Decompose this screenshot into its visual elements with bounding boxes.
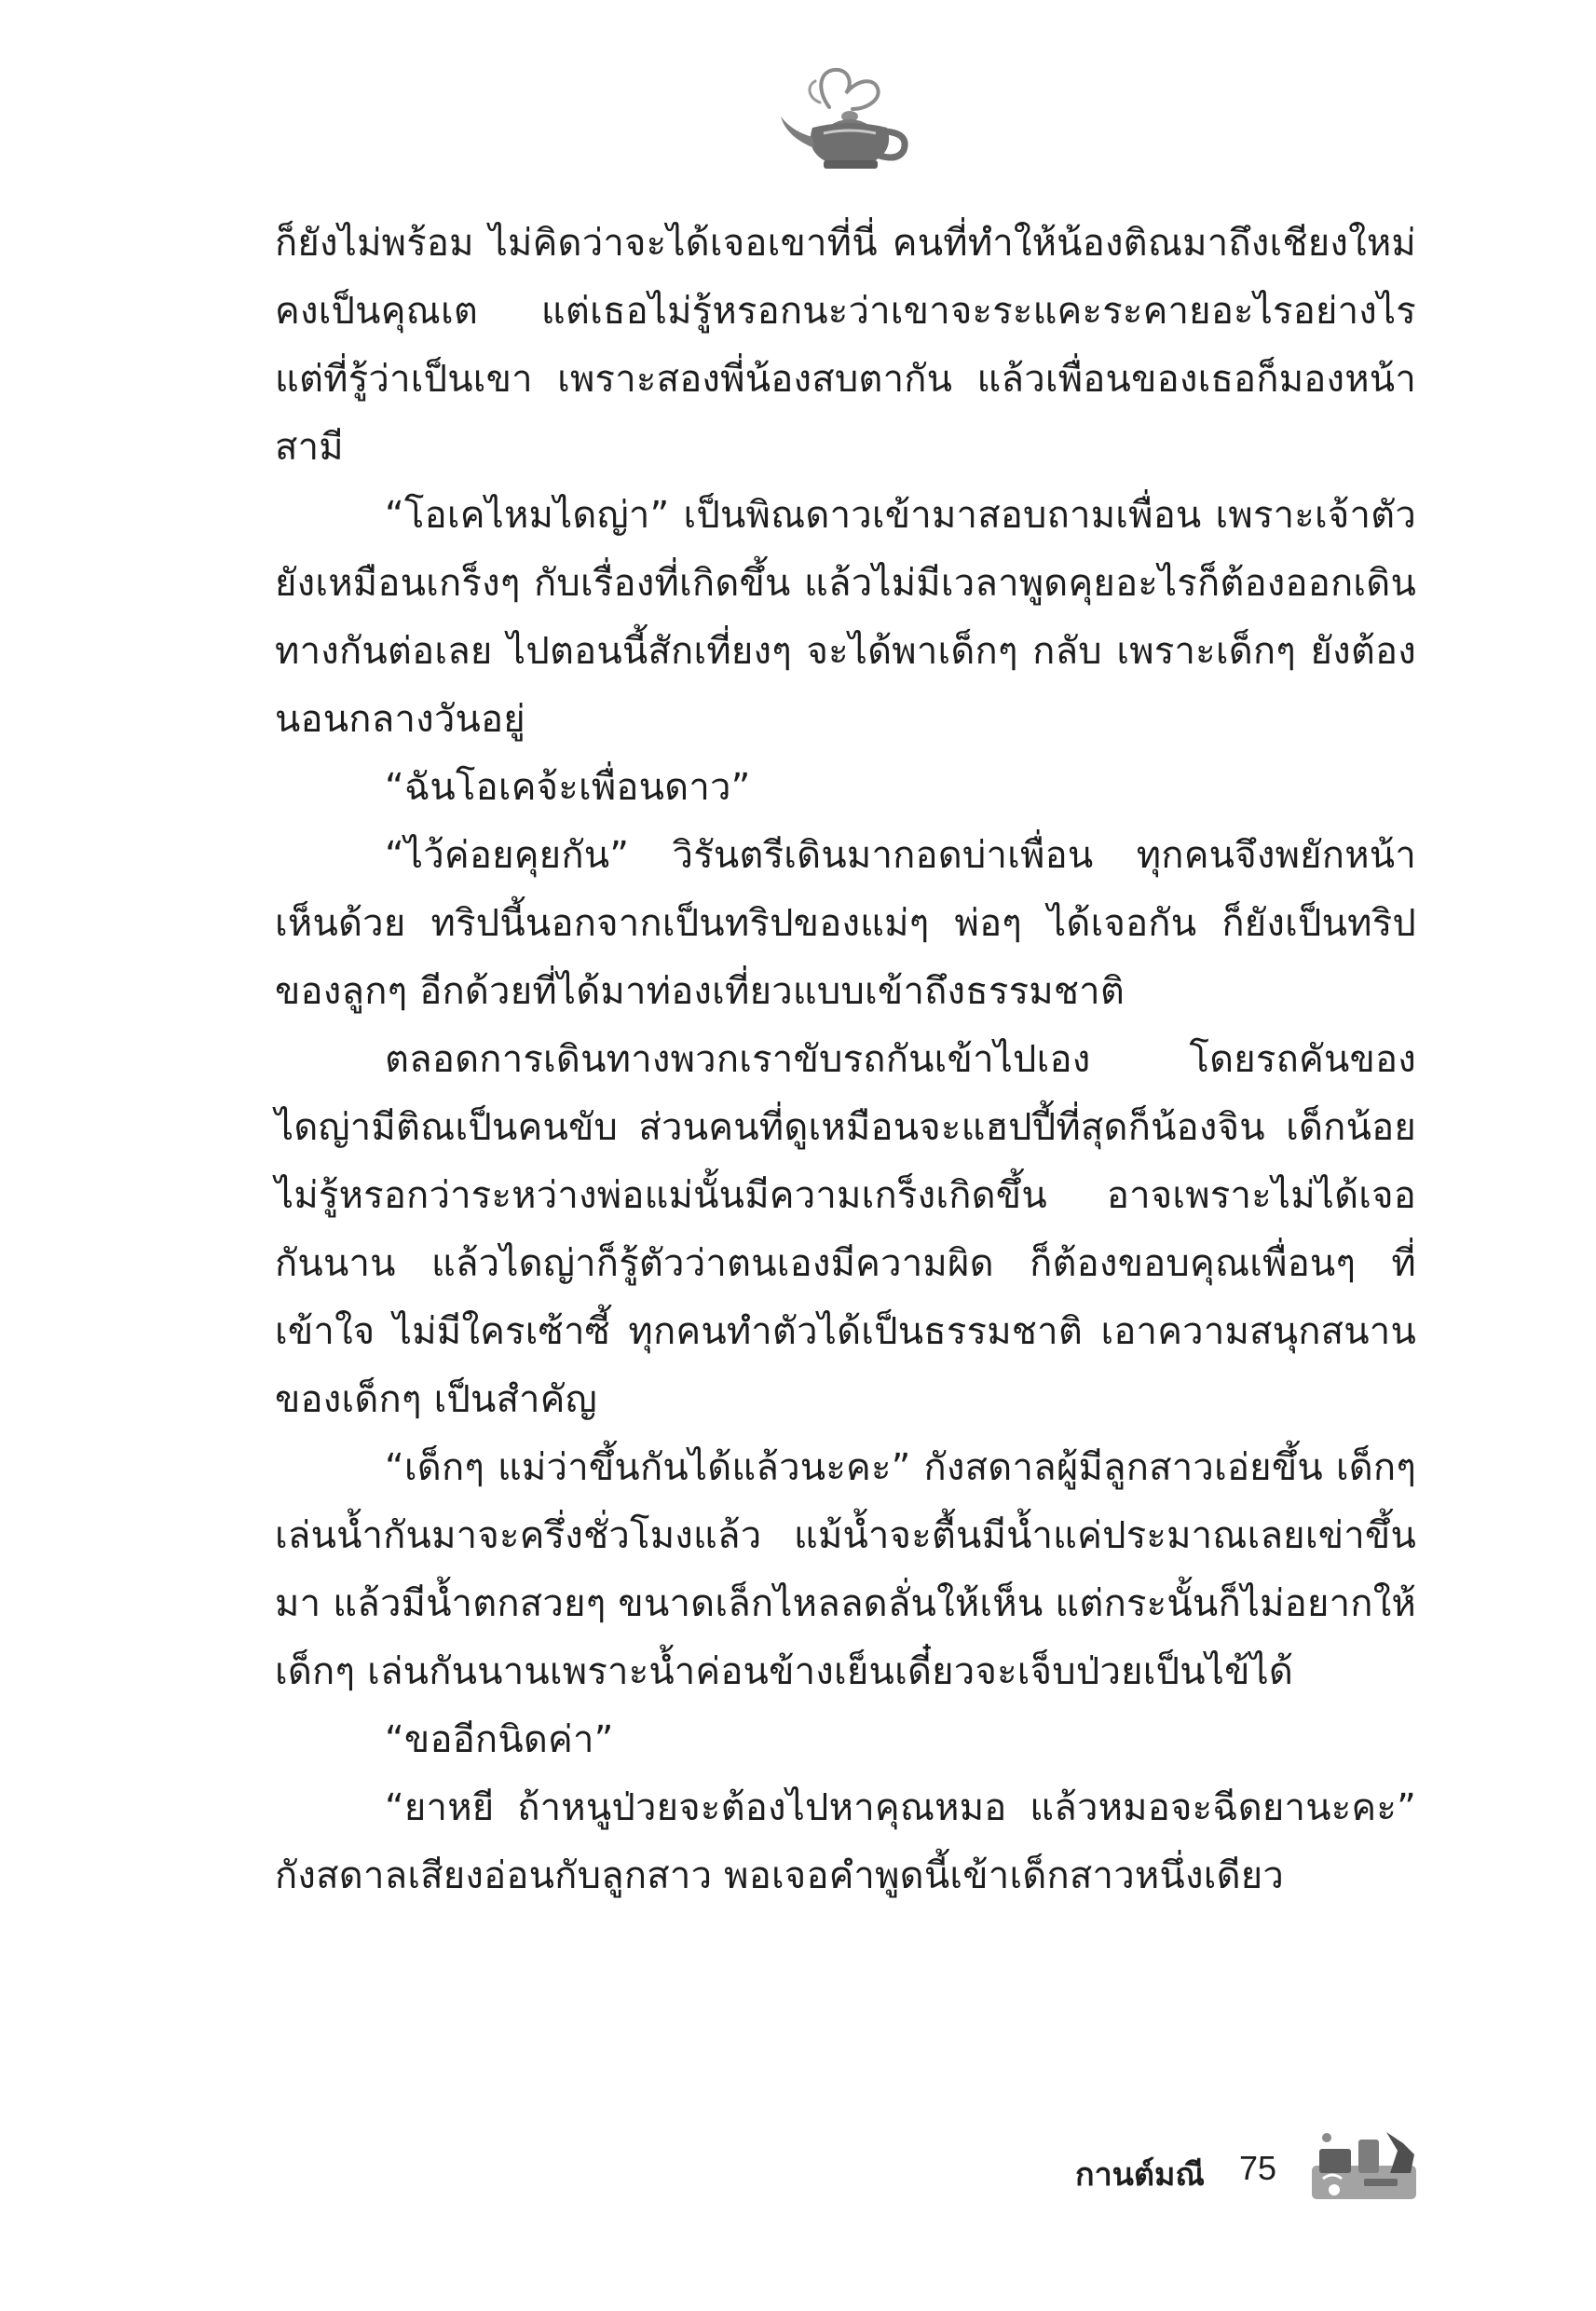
page-footer (1062, 2123, 1435, 2207)
paragraph: ตลอดการเดินทางพวกเราขับรถกันเข้าไปเอง โดยรถคันของไดญ่ามีติณเป็นคนขับ ส่วนคนที่ดูเหมือนจะแฮปปี้ที่สุดก็น้องจิน เด็กน้อยไม่รู้หรอกว่าระหว่างพ่อแม่นั้นมีความเกร็งเกิดขึ้น อาจเพราะไม่ได้เจอกันนาน แล้วไดญ่าก็รู้ตัวว่าตนเองมีความผิด ก็ต้องขอบคุณเพื่อนๆ ที่เข้าใจ ไม่มีใครเซ้าซี้ ทุกคนทำตัวได้เป็นธรรมชาติ เอาความสนุกสนานของเด็กๆ เป็นสำคัญ (275, 1038, 1416, 1421)
page-number: 75 (1239, 2149, 1277, 2187)
teapot-ornament-svg (764, 51, 922, 177)
paragraph: “เด็กๆ แม่ว่าขึ้นกันได้แล้วนะคะ” กังสดาลผู้มีลูกสาวเอ่ยขึ้น เด็กๆ เล่นน้ำกันมาจะครึ่งชั่วโมงแล้ว แม้น้ำจะตื้นมีน้ำแค่ประมาณเลยเข่าขึ้นมา แล้วมีน้ำตกสวยๆ ขนาดเล็กไหลลดลั่นให้เห็น แต่กระนั้นก็ไม่อยากให้เด็กๆ เล่นกันนานเพราะน้ำค่อนข้างเย็นเดี๋ยวจะเจ็บป่วยเป็นไข้ได้ (275, 1446, 1416, 1693)
cafe-ornament-svg (1306, 2123, 1423, 2207)
paragraph: “ขออีกนิดค่า” (385, 1718, 614, 1761)
body-text (275, 210, 1416, 1910)
paragraph: ก็ยังไม่พร้อม ไม่คิดว่าจะได้เจอเขาที่นี่ คนที่ทำให้น้องติณมาถึงเชียงใหม่ คงเป็นคุณเต แต่เธอไม่รู้หรอกนะว่าเขาจะระแคะระคายอะไรอย่างไร แต่ที่รู้ว่าเป็นเขา เพราะสองพี่น้องสบตากัน แล้วเพื่อนของเธอก็มองหน้าสามี (275, 222, 1416, 469)
paragraph: “ยาหยี ถ้าหนูป่วยจะต้องไปหาคุณหมอ แล้วหมอจะฉีดยานะคะ” กังสดาลเสียงอ่อนกับลูกสาว พอเจอคำพูดนี้เข้าเด็กสาวหนึ่งเดียว (275, 1786, 1416, 1897)
cafe-ornament-icon (1306, 2123, 1423, 2207)
author-name: กานต์มณี (1075, 2156, 1205, 2194)
teapot-ornament-icon (764, 51, 922, 177)
paragraph: “ฉันโอเคจ้ะเพื่อนดาว” (385, 766, 751, 809)
paragraph: “โอเคไหมไดญ่า” เป็นพิณดาวเข้ามาสอบถามเพื่อน เพราะเจ้าตัวยังเหมือนเกร็งๆ กับเรื่องที่เกิดขึ้น แล้วไม่มีเวลาพูดคุยอะไรก็ต้องออกเดินทางกันต่อเลย ไปตอนนี้สักเที่ยงๆ จะได้พาเด็กๆ กลับ เพราะเด็กๆ ยังต้องนอนกลางวันอยู่ (275, 494, 1416, 741)
paragraph: “ไว้ค่อยคุยกัน” วิรันตรีเดินมากอดบ่าเพื่อน ทุกคนจึงพยักหน้าเห็นด้วย ทริปนี้นอกจากเป็นทริปของแม่ๆ พ่อๆ ได้เจอกัน ก็ยังเป็นทริปของลูกๆ อีกด้วยที่ได้มาท่องเที่ยวแบบเข้าถึงธรรมชาติ (275, 834, 1416, 1013)
